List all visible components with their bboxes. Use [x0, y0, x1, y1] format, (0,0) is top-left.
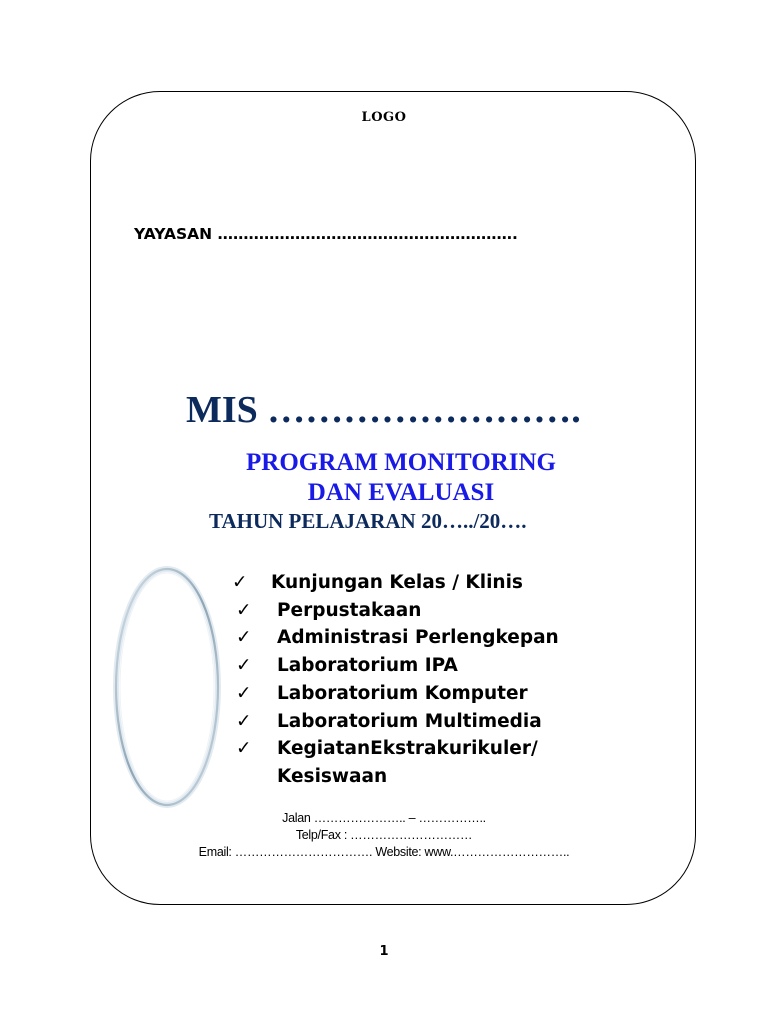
logo-placeholder: LOGO	[361, 110, 407, 125]
phone-fax-line: Telp/Fax : …………………………	[295, 828, 473, 842]
document-title	[0, 448, 768, 508]
checklist-item	[232, 680, 559, 708]
check-icon: ✓	[236, 627, 252, 649]
check-icon: ✓	[236, 738, 252, 760]
check-icon: ✓	[236, 655, 252, 677]
check-icon: ✓	[236, 682, 252, 704]
checklist-item	[232, 652, 559, 680]
checklist-item-label: Administrasi Perlengkepan	[277, 627, 559, 649]
email-website-line: Email: ……………………………. Website: www.………………………..	[198, 845, 570, 859]
checklist-item-continuation: Kesiswaan	[277, 765, 388, 787]
checklist-item-label: Kunjungan Kelas / Klinis	[271, 572, 523, 593]
contact-info	[0, 810, 768, 861]
page-number: 1	[379, 944, 389, 959]
checklist-item-label: Laboratorium Komputer	[277, 682, 528, 704]
check-icon: ✓	[232, 572, 248, 593]
checklist-item-label: Perpustakaan	[277, 599, 422, 621]
checklist-item	[232, 624, 559, 652]
title-line-1: PROGRAM MONITORING	[246, 449, 556, 476]
academic-year: TAHUN PELAJARAN 20…../20….	[209, 509, 527, 533]
check-icon: ✓	[236, 710, 252, 732]
checklist-item-label: Laboratorium IPA	[277, 655, 458, 677]
title-line-2: DAN EVALUASI	[307, 479, 495, 506]
checklist-item	[232, 597, 559, 625]
checklist-item	[232, 708, 559, 736]
checklist-item-label: KegiatanEkstrakurikuler/	[277, 738, 538, 760]
checklist-item-label: Laboratorium Multimedia	[277, 710, 542, 732]
checklist-item	[232, 735, 559, 790]
decorative-ellipse	[112, 565, 222, 809]
address-line: Jalan ………………….. – ……………..	[282, 811, 486, 825]
check-icon: ✓	[236, 599, 252, 621]
yayasan-line: YAYASAN ………………………………………………….	[134, 225, 518, 243]
school-name: MIS …………………….	[186, 389, 581, 431]
evaluation-checklist	[232, 569, 559, 791]
checklist-item	[232, 569, 559, 597]
